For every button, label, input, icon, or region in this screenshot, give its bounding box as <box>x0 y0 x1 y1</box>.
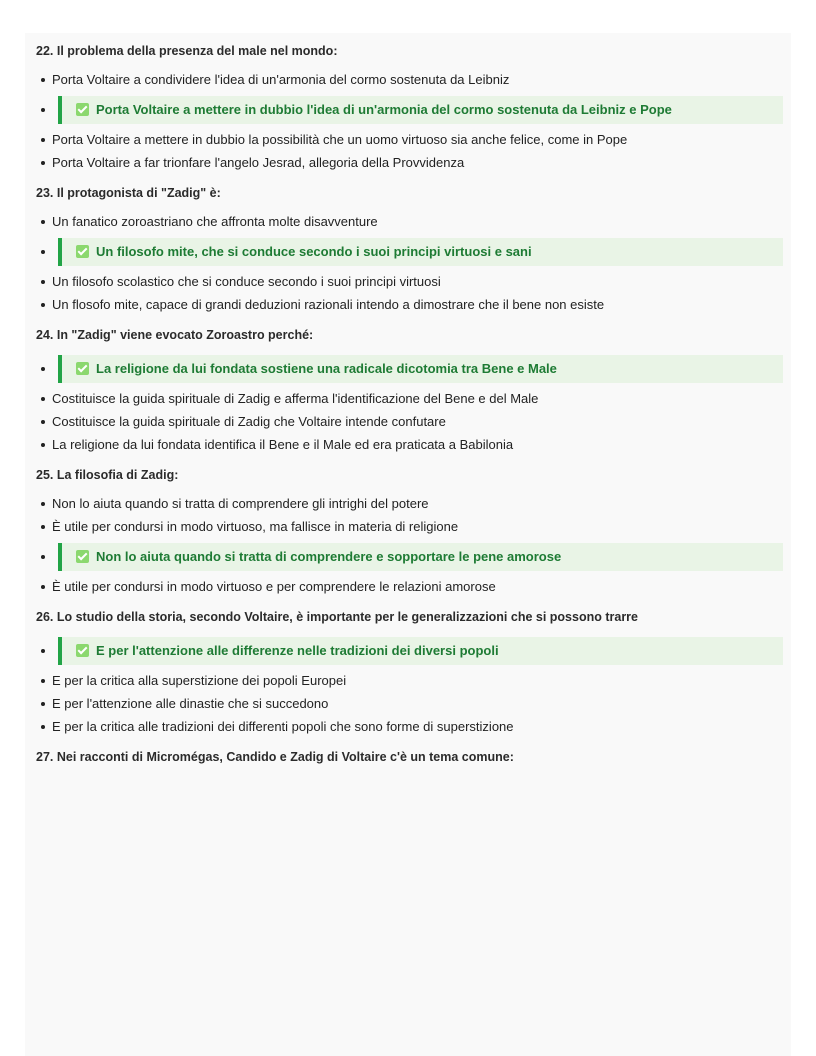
answer-text: E per la critica alla superstizione dei popoli Europei <box>52 673 347 688</box>
answer-text: È utile per condursi in modo virtuoso e per comprendere le relazioni amorose <box>52 579 496 594</box>
check-icon <box>76 245 89 258</box>
answer-text: Non lo aiuta quando si tratta di comprendere e sopportare le pene amorose <box>96 549 562 564</box>
answer-list <box>36 355 783 454</box>
answer-text: Costituisce la guida spirituale di Zadig e afferma l'identificazione del Bene e del Male <box>52 391 539 406</box>
question-22 <box>36 42 783 172</box>
correct-answer-highlight <box>58 637 783 665</box>
answer-text: La religione da lui fondata identifica il Bene e il Male ed era praticata a Babilonia <box>52 437 514 452</box>
answer-option[interactable] <box>36 695 783 713</box>
correct-answer-highlight <box>58 96 783 124</box>
answer-option[interactable] <box>36 495 783 513</box>
question-title: 24. In "Zadig" viene evocato Zoroastro perché: <box>36 328 314 342</box>
answer-list <box>36 71 783 172</box>
answer-text: E per la critica alle tradizioni dei differenti popoli che sono forme di superstizione <box>52 719 514 734</box>
answer-list <box>36 213 783 314</box>
answer-list <box>36 495 783 596</box>
answer-option-correct[interactable] <box>36 96 783 124</box>
answer-option[interactable] <box>36 71 783 89</box>
answer-option[interactable] <box>36 718 783 736</box>
answer-option[interactable] <box>36 390 783 408</box>
question-26 <box>36 608 783 736</box>
question-title: 23. Il protagonista di "Zadig" è: <box>36 186 221 200</box>
answer-option-correct[interactable] <box>36 238 783 266</box>
answer-text: Porta Voltaire a mettere in dubbio l'idea di un'armonia del cormo sostenuta da Leibniz e Pope <box>96 102 672 117</box>
answer-option[interactable] <box>36 436 783 454</box>
answer-text: Un filosofo mite, che si conduce secondo i suoi principi virtuosi e sani <box>96 244 532 259</box>
check-icon <box>76 550 89 563</box>
answer-option-correct[interactable] <box>36 355 783 383</box>
correct-answer-highlight <box>58 355 783 383</box>
check-icon <box>76 644 89 657</box>
answer-text: Porta Voltaire a far trionfare l'angelo Jesrad, allegoria della Provvidenza <box>52 155 465 170</box>
question-24 <box>36 326 783 454</box>
question-title: 27. Nei racconti di Micromégas, Candido e Zadig di Voltaire c'è un tema comune: <box>36 750 514 764</box>
check-icon <box>76 103 89 116</box>
answer-text: Un flosofo mite, capace di grandi deduzioni razionali intendo a dimostrare che il bene non esiste <box>52 297 605 312</box>
answer-text: E per l'attenzione alle dinastie che si succedono <box>52 696 329 711</box>
correct-answer-highlight <box>58 543 783 571</box>
answer-option[interactable] <box>36 578 783 596</box>
answer-text: Costituisce la guida spirituale di Zadig che Voltaire intende confutare <box>52 414 446 429</box>
answer-option-correct[interactable] <box>36 637 783 665</box>
question-title: 25. La filosofia di Zadig: <box>36 468 179 482</box>
question-title: 26. Lo studio della storia, secondo Voltaire, è importante per le generalizzazioni che si possono trarre <box>36 610 639 624</box>
answer-list <box>36 637 783 736</box>
answer-option[interactable] <box>36 413 783 431</box>
answer-option[interactable] <box>36 273 783 291</box>
question-25 <box>36 466 783 596</box>
answer-option[interactable] <box>36 213 783 231</box>
question-27 <box>36 748 783 767</box>
correct-answer-highlight <box>58 238 783 266</box>
answer-option[interactable] <box>36 518 783 536</box>
answer-text: Porta Voltaire a mettere in dubbio la possibilità che un uomo virtuoso sia anche felice, come in Pope <box>52 132 628 147</box>
answer-text: È utile per condursi in modo virtuoso, ma fallisce in materia di religione <box>52 519 459 534</box>
check-icon <box>76 362 89 375</box>
answer-text: La religione da lui fondata sostiene una radicale dicotomia tra Bene e Male <box>96 361 557 376</box>
answer-text: Non lo aiuta quando si tratta di comprendere gli intrighi del potere <box>52 496 429 511</box>
answer-text: E per l'attenzione alle differenze nelle tradizioni dei diversi popoli <box>96 643 499 658</box>
quiz-panel <box>25 33 791 1056</box>
answer-option[interactable] <box>36 131 783 149</box>
answer-text: Porta Voltaire a condividere l'idea di un'armonia del cormo sostenuta da Leibniz <box>52 72 510 87</box>
question-23 <box>36 184 783 314</box>
answer-option-correct[interactable] <box>36 543 783 571</box>
answer-option[interactable] <box>36 672 783 690</box>
answer-option[interactable] <box>36 296 783 314</box>
question-title: 22. Il problema della presenza del male nel mondo: <box>36 44 338 58</box>
answer-text: Un filosofo scolastico che si conduce secondo i suoi principi virtuosi <box>52 274 441 289</box>
answer-option[interactable] <box>36 154 783 172</box>
answer-text: Un fanatico zoroastriano che affronta molte disavventure <box>52 214 378 229</box>
